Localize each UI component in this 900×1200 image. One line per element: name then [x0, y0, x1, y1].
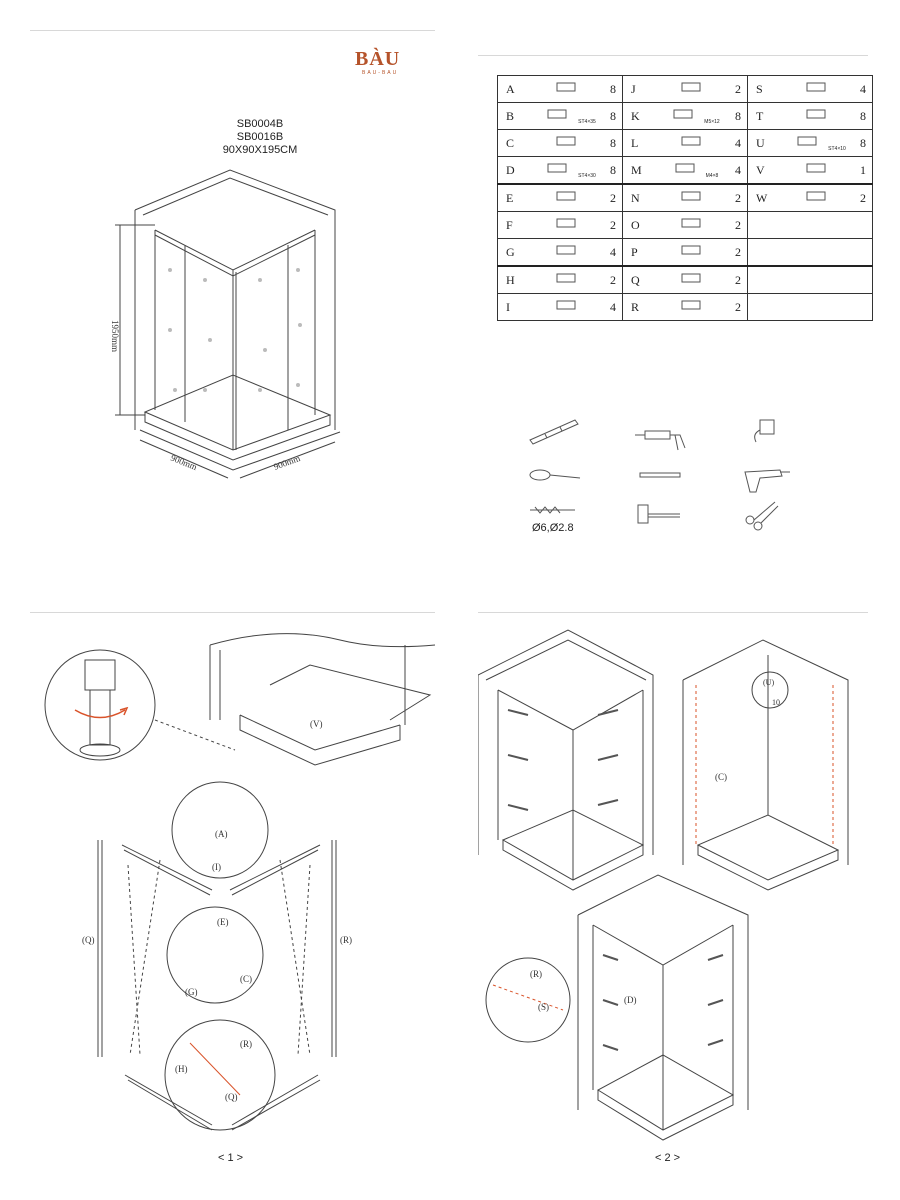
part-letter: A — [498, 76, 531, 103]
part-letter: N — [623, 184, 656, 212]
callout-e: (E) — [217, 917, 229, 927]
part-icon — [530, 157, 604, 185]
part-icon — [655, 184, 729, 212]
drill-icon — [745, 470, 790, 492]
part-letter: M — [623, 157, 656, 185]
part-letter: I — [498, 294, 531, 321]
pencil-icon — [640, 473, 680, 477]
part-quantity: 4 — [854, 76, 873, 103]
part-letter: W — [748, 184, 781, 212]
part-icon — [530, 239, 604, 267]
part-icon — [780, 76, 854, 103]
part-icon — [655, 212, 729, 239]
callout-right-panel: (R) — [340, 935, 352, 945]
part-quantity: 2 — [604, 212, 623, 239]
part-letter: F — [498, 212, 531, 239]
part-icon — [530, 103, 604, 130]
part-letter — [748, 266, 781, 294]
part-quantity: 2 — [729, 294, 748, 321]
depth-dimension-label: 900mm — [272, 453, 302, 472]
part-quantity: 8 — [854, 103, 873, 130]
part-letter: P — [623, 239, 656, 267]
enclosure-overview-diagram — [100, 160, 360, 490]
part-icon — [530, 212, 604, 239]
callout-c: (C) — [240, 974, 252, 984]
part-icon — [655, 76, 729, 103]
part-letter: T — [748, 103, 781, 130]
callout-r: (R) — [240, 1039, 252, 1049]
part-quantity — [854, 212, 873, 239]
part-icon — [655, 130, 729, 157]
part-letter: G — [498, 239, 531, 267]
callout-i: (I) — [212, 862, 221, 872]
part-icon — [530, 184, 604, 212]
top-right-rule — [478, 55, 868, 56]
part-letter: D — [498, 157, 531, 185]
callout-a: (A) — [215, 829, 228, 839]
part-letter — [748, 239, 781, 267]
mid-left-rule — [30, 612, 435, 613]
part-letter: J — [623, 76, 656, 103]
part-quantity: 2 — [604, 266, 623, 294]
step2-callout-c: (C) — [715, 772, 727, 782]
part-icon — [780, 184, 854, 212]
callout-h: (H) — [175, 1064, 188, 1074]
part-quantity: 8 — [604, 76, 623, 103]
callout-left-panel: (Q) — [82, 935, 95, 945]
step2-assembly-diagram — [478, 625, 878, 1150]
part-letter: H — [498, 266, 531, 294]
part-icon — [530, 294, 604, 321]
part-letter: S — [748, 76, 781, 103]
model-dimensions: 90X90X195CM — [222, 144, 298, 156]
parts-row — [498, 239, 873, 267]
step2-callout-u: (U) — [763, 678, 775, 687]
height-dimension-label: 1950mm — [110, 320, 120, 353]
tape-measure-icon — [755, 420, 774, 442]
part-quantity: 4 — [604, 239, 623, 267]
part-icon — [530, 130, 604, 157]
part-spec: ST4×30 — [578, 173, 596, 179]
part-letter: R — [623, 294, 656, 321]
model-code-1: SB0004B — [236, 118, 284, 130]
part-quantity: 8 — [604, 103, 623, 130]
part-icon — [780, 294, 854, 321]
silicone-gun-icon — [635, 431, 685, 450]
part-icon — [655, 157, 729, 185]
part-quantity: 2 — [729, 184, 748, 212]
part-spec: ST4×10 — [828, 146, 846, 152]
step2-callout-ten: 10 — [772, 698, 780, 707]
parts-row — [498, 130, 873, 157]
top-left-rule — [30, 30, 435, 31]
callout-q: (Q) — [225, 1092, 238, 1102]
step2-callout-r: (R) — [530, 969, 542, 979]
model-code-2: SB0016B — [236, 131, 284, 143]
brand-tagline: BAU-BAU — [362, 70, 399, 76]
part-quantity — [854, 266, 873, 294]
step2-label: < 2 > — [655, 1152, 681, 1164]
parts-row — [498, 76, 873, 103]
drill-bit-icon — [530, 507, 575, 513]
part-quantity: 1 — [854, 157, 873, 185]
part-quantity — [854, 239, 873, 267]
parts-list-table — [497, 75, 873, 321]
width-dimension-label: 900mm — [169, 452, 199, 473]
part-icon — [780, 103, 854, 130]
part-letter — [748, 212, 781, 239]
part-quantity: 2 — [729, 239, 748, 267]
part-spec: ST4×35 — [578, 119, 596, 125]
part-letter — [748, 294, 781, 321]
part-icon — [780, 212, 854, 239]
part-quantity: 8 — [604, 157, 623, 185]
part-quantity: 8 — [729, 103, 748, 130]
part-quantity: 2 — [604, 184, 623, 212]
mallet-icon — [638, 505, 680, 523]
part-quantity: 2 — [729, 212, 748, 239]
step1-label: < 1 > — [218, 1152, 244, 1164]
step1-assembly-diagram — [40, 625, 440, 1150]
part-quantity: 2 — [729, 266, 748, 294]
brand-logo: BÀU — [355, 48, 401, 70]
part-quantity: 4 — [604, 294, 623, 321]
parts-row — [498, 212, 873, 239]
part-quantity: 8 — [604, 130, 623, 157]
part-quantity: 4 — [729, 130, 748, 157]
part-icon — [780, 157, 854, 185]
screwdriver-icon — [530, 470, 580, 480]
parts-row — [498, 103, 873, 130]
part-icon — [655, 239, 729, 267]
part-icon — [530, 266, 604, 294]
part-letter: C — [498, 130, 531, 157]
part-quantity: 4 — [729, 157, 748, 185]
part-icon — [780, 239, 854, 267]
part-icon — [655, 294, 729, 321]
level-icon — [530, 420, 578, 444]
part-letter: B — [498, 103, 531, 130]
part-letter: E — [498, 184, 531, 212]
step2-callout-s: (S) — [538, 1002, 549, 1012]
part-icon — [655, 266, 729, 294]
callout-g: (G) — [185, 987, 198, 997]
part-letter: Q — [623, 266, 656, 294]
part-icon — [655, 103, 729, 130]
part-icon — [530, 76, 604, 103]
parts-row — [498, 266, 873, 294]
part-quantity: 2 — [729, 76, 748, 103]
part-letter: O — [623, 212, 656, 239]
scissors-icon — [746, 502, 778, 530]
parts-row — [498, 184, 873, 212]
part-spec: M5×12 — [704, 119, 720, 125]
part-icon — [780, 266, 854, 294]
parts-row — [498, 294, 873, 321]
part-icon — [780, 130, 854, 157]
part-spec: M4×8 — [705, 173, 719, 179]
part-letter: V — [748, 157, 781, 185]
mid-right-rule — [478, 612, 868, 613]
step2-callout-d: (D) — [624, 995, 637, 1005]
part-quantity: 2 — [854, 184, 873, 212]
parts-row — [498, 157, 873, 185]
part-quantity: 8 — [854, 130, 873, 157]
tools-panel — [520, 410, 800, 540]
part-letter: K — [623, 103, 656, 130]
part-letter: U — [748, 130, 781, 157]
callout-v: (V) — [310, 719, 323, 729]
part-quantity — [854, 294, 873, 321]
drill-bit-sizes: Ø6,Ø2.8 — [532, 522, 574, 534]
part-letter: L — [623, 130, 656, 157]
